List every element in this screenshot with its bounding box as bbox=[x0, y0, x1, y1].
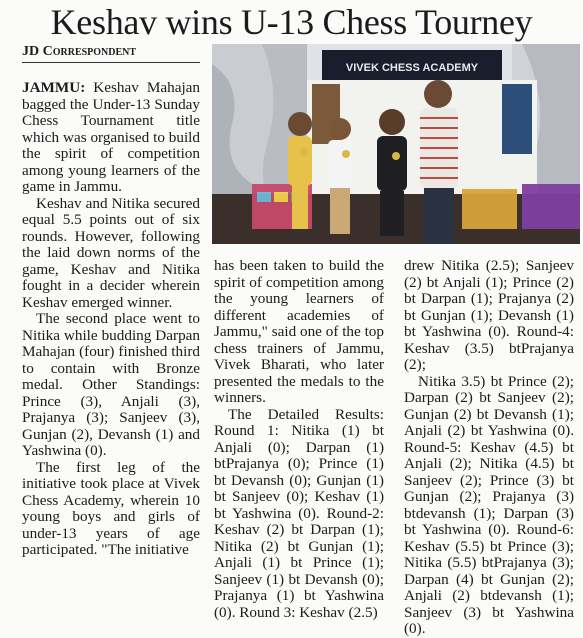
paragraph-3: The second place went to Nitika while budding Darpan Mahajan (four) finished third to contain with Bronze medal. Other Standings: Prince (3), Anjali (3), Prajanya (3); Sanjeev (3), Gunjan (2), Devansh (1) and Yashwina (0). bbox=[22, 310, 200, 459]
paragraph-results-cont: drew Nitika (2.5); Sanjeev (2) bt Anjali (1); Prince (2) bt Darpan (1); Prajanya (2) bt Gunjan (1); Devansh (1) bt Yashwina (0). Round-4: Keshav (3.5) btPrajanya (2); bbox=[404, 257, 574, 373]
paragraph-1-text: Keshav Mahajan bagged the Under-13 Sunday Chess Tournament title which was organised to build the spirit of competition among young learners of the game in Jammu. bbox=[22, 79, 201, 195]
article-photo bbox=[212, 44, 580, 244]
article-column-2 bbox=[214, 258, 384, 621]
byline-rule bbox=[22, 62, 200, 63]
paragraph-2: Keshav and Nitika secured equal 5.5 points out of six rounds. However, following the laid down norms of the game, Keshav and Nitika fought in a decider wherein Keshav emerged winner. bbox=[22, 194, 200, 311]
paragraph-results: The Detailed Results: Round 1: Nitika (1) bt Anjali (0); Darpan (1) btPrajanya (0); Prince (1) bt Devansh (0); Gunjan (1) bt Sanjeev (0); Keshav (1) bt Yashwina (0). Round-2: Keshav (2) bt Darpan (1); Nitika (2) bt Gunjan (1); Anjali (1) bt Prince (1); Sanjeev (1) bt Devansh (0); Prajanya (1) bt Yashwina (0). Round 3: Keshav (2.5) bbox=[214, 405, 384, 621]
article-column-1 bbox=[22, 80, 200, 559]
paragraph-4-cont: has been taken to build the spirit of competition among the young learners of different academies of Jammu," said one of the top chess trainers of Jammu, Vivek Bharati, who later presented the medals to the winners. bbox=[214, 257, 384, 406]
headline: Keshav wins U-13 Chess Tourney bbox=[50, 2, 533, 42]
article-column-3 bbox=[404, 258, 574, 638]
byline: JD Correspondent bbox=[22, 44, 137, 59]
paragraph-1 bbox=[22, 80, 200, 196]
banner-text: VIVEK CHESS ACADEMY bbox=[345, 62, 479, 74]
paragraph-4-start: The first leg of the initiative took place at Vivek Chess Academy, wherein 10 young boys and girls of under-13 years of age participated. "The initiative bbox=[22, 458, 200, 558]
photo-illustration bbox=[212, 44, 580, 244]
paragraph-results-2: Nitika 3.5) bt Prince (2); Darpan (2) bt Sanjeev (2); Gunjan (2) bt Devansh (1); Anjali (2) bt Yashwina (0). Round-5: Keshav (4.5) bt Anjali (2); Nitika (4.5) bt Sanjeev (2); Prince (3) bt Gunjan (2); Prajanya (3) btdevansh (1); Darpan (3) bt Yashwina (0). Round-6: Keshav (5.5) bt Prince (3); Nitika (5.5) btPrajanya (3); Darpan (4) bt Gunjan (2); Anjali (2) btdevansh (1); Sanjeev (3) bt Yashwina (0). bbox=[404, 372, 574, 637]
dateline: JAMMU: bbox=[22, 79, 86, 96]
